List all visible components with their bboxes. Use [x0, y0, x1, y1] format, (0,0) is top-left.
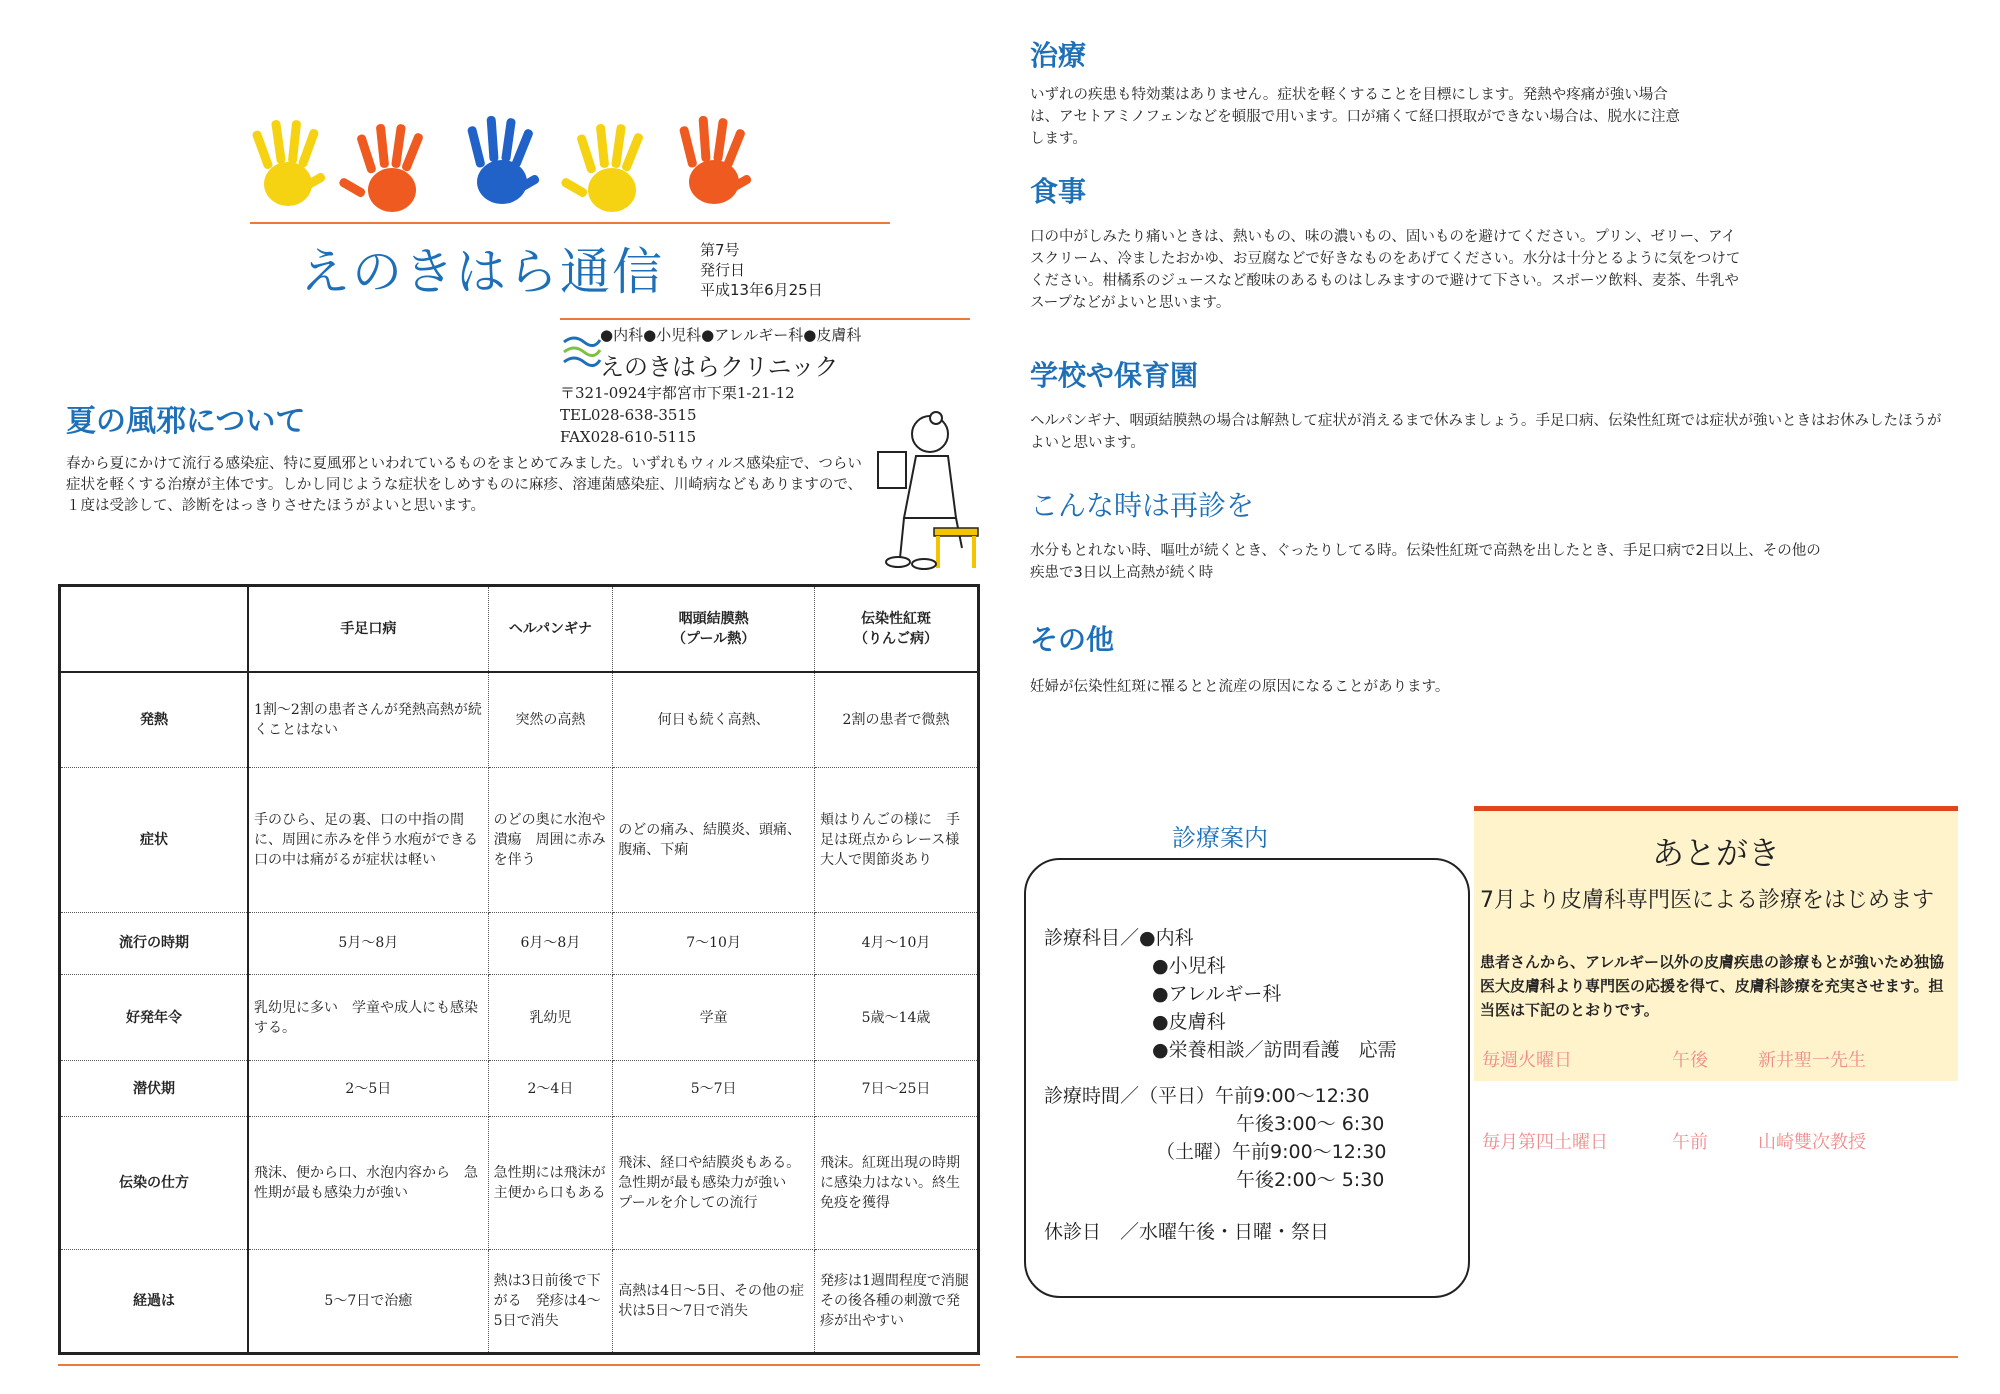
school-heading: 学校や保育園 [1030, 359, 1199, 392]
clinic-fax: FAX028-610-5115 [560, 428, 697, 446]
table-cell: 5歳～14歳 [814, 975, 978, 1061]
issue-date: 平成13年6月25日 [700, 281, 823, 299]
revisit-text: 水分もとれない時、嘔吐が続くとき、ぐったりしてる時。伝染性紅斑で高熱を出したとき、手足口病で2日以上、その他の疾患で3日以上高熱が続く時 [1030, 543, 1821, 581]
clinic-name: えのきはらクリニック [600, 353, 839, 381]
table-cell: 急性期には飛沫が主便から口もある [488, 1117, 613, 1249]
table-cell: 手のひら、足の裏、口の中指の間に、周囲に赤みを伴う水疱ができる口の中は痛がるが症状は軽い [248, 768, 488, 912]
article-heading: 夏の風邪について [66, 404, 306, 439]
issue-info [700, 240, 823, 300]
table-header-cell: 手足口病 [248, 586, 488, 672]
issue-label: 発行日 [700, 261, 746, 279]
table-row [60, 1117, 979, 1249]
diet-heading: 食事 [1030, 175, 1087, 208]
afterword-lead: 7月より皮膚科専門医による診療をはじめます [1480, 888, 1934, 913]
hand-yellow-2 [560, 124, 644, 212]
table-row [60, 672, 979, 768]
table-cell: 1割～2割の患者さんが発熱高熱が続くことはない [248, 672, 488, 768]
left-bottom-rule [58, 1364, 980, 1366]
subject-item: ●皮膚科 [1152, 1011, 1226, 1033]
table-header-cell: ヘルパンギナ [488, 586, 613, 672]
doctor-schedule-row [1482, 1046, 1952, 1072]
hand-orange-2 [679, 116, 753, 204]
table-cell: 5～7日 [613, 1061, 815, 1117]
newsletter-title: えのきはら通信 [300, 243, 664, 301]
treatment-heading: 治療 [1030, 39, 1087, 72]
table-cell: 7日～25日 [814, 1061, 978, 1117]
hand-orange-1 [338, 124, 424, 212]
afterword-body: 患者さんから、アレルギー以外の皮膚疾患の診療もとが強いため独協医大皮膚科より専門医の応援を得て、皮膚科診療を充実させます。担当医は下記のとおりです。 [1480, 953, 1945, 1019]
row-label: 経過は [60, 1249, 249, 1353]
title-bottom-rule [560, 318, 970, 320]
table-cell: 飛沫、経口や結膜炎もある。急性期が最も感染力が強い プールを介しての流行 [613, 1117, 815, 1249]
title-top-rule [250, 222, 890, 224]
doctor-day: 毎月第四土曜日 [1482, 1132, 1608, 1153]
table-cell: 突然の高熱 [488, 672, 613, 768]
schedule-details [1044, 924, 1397, 1246]
row-label: 伝染の仕方 [60, 1117, 249, 1249]
clinic-address: 〒321-0924宇都宮市下栗1-21-12 [560, 384, 795, 402]
disease-table [58, 584, 983, 1355]
hours-item: （土曜）午前9:00～12:30 [1156, 1141, 1387, 1163]
table-row [60, 912, 979, 974]
table-cell: 乳幼児に多い 学童や成人にも感染する。 [248, 975, 488, 1061]
right-bottom-rule [1016, 1356, 1958, 1358]
other-text: 妊婦が伝染性紅斑に罹るとと流産の原因になることがあります。 [1030, 679, 1450, 695]
hours-label: 診療時間／（平日）午前9:00～12:30 [1044, 1085, 1370, 1107]
subject-item: ●アレルギー科 [1152, 983, 1282, 1005]
doctor-name: 新井聖一先生 [1758, 1050, 1866, 1071]
table-cell: 熱は3日前後で下がる 発疹は4～5日で消失 [488, 1249, 613, 1353]
row-label: 流行の時期 [60, 912, 249, 974]
table-cell: 5～7日で治癒 [248, 1249, 488, 1353]
row-label: 症状 [60, 768, 249, 912]
hand-blue [467, 116, 541, 204]
handprints-logo [240, 112, 780, 222]
hand-yellow-1 [251, 120, 326, 206]
closed-days: 休診日 ／水曜午後・日曜・祭日 [1044, 1221, 1330, 1243]
clinic-departments: ●内科●小児科●アレルギー科●皮膚科 [600, 326, 862, 344]
doctor-schedule-row [1482, 1128, 1952, 1154]
table-cell: 2割の患者で微熱 [814, 672, 978, 768]
school-text: ヘルパンギナ、咽頭結膜熱の場合は解熱して症状が消えるまで休みましょう。手足口病、伝染性紅斑では症状が強いときはお休みしたほうがよいと思います。 [1030, 413, 1942, 451]
hours-item: 午後2:00～ 5:30 [1236, 1169, 1385, 1191]
diet-text: 口の中がしみたり痛いときは、熱いもの、味の濃いもの、固いものを避けてください。プリン、ゼリー、アイスクリーム、冷ましたおかゆ、お豆腐などで好きなものをあげてください。水分は十分とるように気をつけてください。柑橘系のジュースなど酸味のあるものはしみますので避けて下さい。スポーツ飲料、麦茶、牛乳やスープなどがよいと思います。 [1030, 229, 1741, 311]
hours-item: 午後3:00～ 6:30 [1236, 1113, 1385, 1135]
table-cell: 6月～8月 [488, 912, 613, 974]
doctor-time: 午後 [1672, 1050, 1708, 1071]
table-cell: 学童 [613, 975, 815, 1061]
table-cell: 2～4日 [488, 1061, 613, 1117]
row-label: 好発年令 [60, 975, 249, 1061]
doctor-time: 午前 [1672, 1132, 1708, 1153]
table-row [60, 768, 979, 912]
table-row [60, 1061, 979, 1117]
afterword-title: あとがき [1651, 834, 1780, 872]
table-header-cell: 咽頭結膜熱 （プール熱） [613, 586, 815, 672]
table-cell: 7～10月 [613, 912, 815, 974]
article-intro: 春から夏にかけて流行る感染症、特に夏風邪といわれているものをまとめてみました。いずれもウィルス感染症で、つらい症状を軽くする治療が主体です。しかし同じような症状をしめすものに麻疹、溶連菌感染症、川崎病などもありますので、１度は受診して、診断をはっきりさせたほうがよいと思います。 [66, 456, 863, 514]
table-cell: 4月～10月 [814, 912, 978, 974]
treatment-text: いずれの疾患も特効薬はありません。症状を軽くすることを目標にします。発熱や疼痛が強い場合は、アセトアミノフェンなどを頓服で用います。口が痛くて経口摂取ができない場合は、脱水に注意します。 [1030, 87, 1681, 147]
table-cell: 飛沫、便から口、水泡内容から 急性期が最も感染力が強い [248, 1117, 488, 1249]
table-cell: 5月～8月 [248, 912, 488, 974]
table-row [60, 975, 979, 1061]
table-row [60, 1249, 979, 1353]
table-header-cell: 伝染性紅斑 （りんご病） [814, 586, 978, 672]
schedule-title: 診療案内 [1172, 824, 1268, 852]
table-cell: 何日も続く高熱、 [613, 672, 815, 768]
row-label: 発熱 [60, 672, 249, 768]
subject-item: ●小児科 [1152, 955, 1226, 977]
table-cell: 頬はりんごの様に 手足は斑点からレース様大人で関節炎あり [814, 768, 978, 912]
doctor-name: 山崎雙次教授 [1758, 1132, 1866, 1153]
table-cell: 乳幼児 [488, 975, 613, 1061]
table-corner [60, 586, 249, 672]
other-heading: その他 [1030, 623, 1115, 656]
table-cell: 飛沫。紅斑出現の時期に感染力はない。終生免疫を獲得 [814, 1117, 978, 1249]
row-label: 潜伏期 [60, 1061, 249, 1117]
subject-item: ●栄養相談／訪問看護 応需 [1152, 1039, 1397, 1061]
table-cell: 2～5日 [248, 1061, 488, 1117]
table-cell: 発疹は1週間程度で消腿 その後各種の刺激で発疹が出やすい [814, 1249, 978, 1353]
subjects-label: 診療科目／●内科 [1044, 927, 1194, 949]
table-cell: のどの奥に水泡や潰瘍 周囲に赤みを伴う [488, 768, 613, 912]
clinic-tel: TEL028-638-3515 [560, 406, 697, 424]
table-cell: のどの痛み、結膜炎、頭痛、腹痛、下痢 [613, 768, 815, 912]
doctor-illustration [864, 408, 984, 572]
doctor-day: 毎週火曜日 [1482, 1050, 1572, 1071]
table-header-row [60, 586, 979, 672]
issue-number: 第7号 [700, 241, 740, 259]
revisit-heading: こんな時は再診を [1030, 489, 1255, 522]
table-cell: 高熱は4日～5日、その他の症状は5日～7日で消失 [613, 1249, 815, 1353]
